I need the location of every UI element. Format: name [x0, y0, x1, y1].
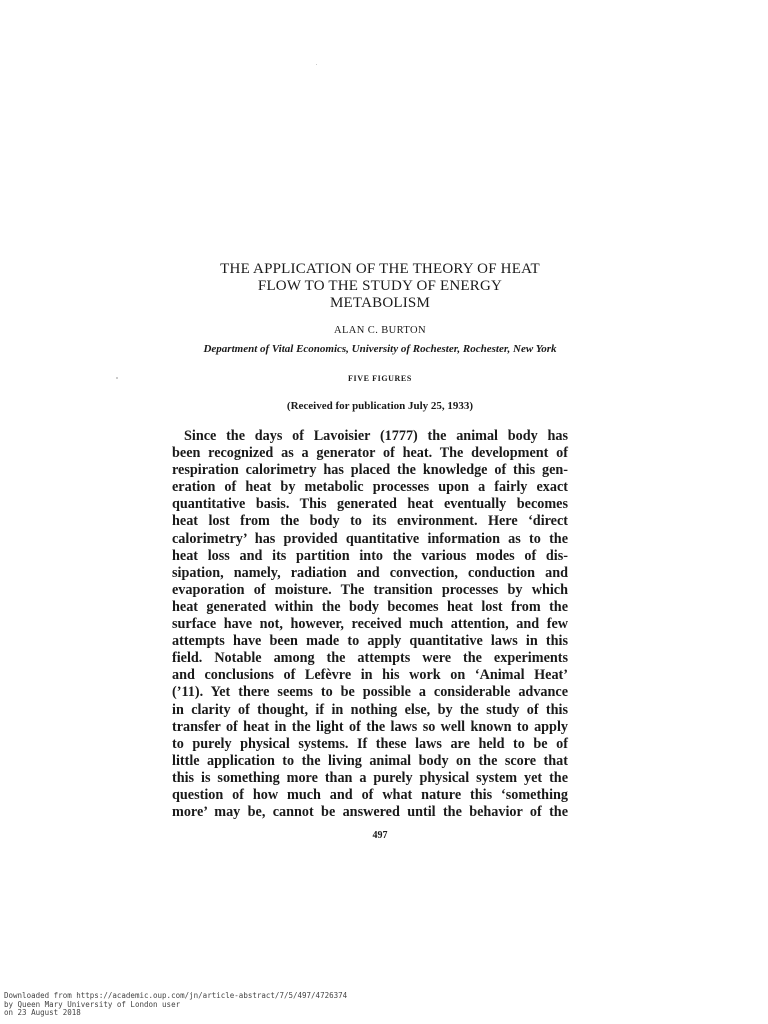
received-date: (Received for publication July 25, 1933) — [286, 400, 474, 412]
scan-speck — [116, 377, 118, 379]
scan-speck — [316, 64, 317, 65]
body-line: field. Notable among the attempts were the experiments — [172, 650, 568, 667]
body-line: been recognized as a generator of heat. The development of — [172, 445, 568, 462]
body-line: heat loss and its partition into the various modes of dis- — [172, 547, 568, 564]
footer-line: by Queen Mary University of London user — [4, 999, 181, 1009]
body-line: in clarity of thought, if in nothing else, by the study of this — [172, 701, 568, 718]
body-line: eration of heat by metabolic processes upon a fairly exact — [172, 479, 568, 496]
figures-note: FIVE FIGURES — [348, 374, 412, 383]
body-line: and conclusions of Lefèvre in his work on ‘Animal Heat’ — [172, 667, 568, 684]
author-affiliation: Department of Vital Economics, University of Rochester, Rochester, New York — [203, 343, 557, 355]
body-line: Since the days of Lavoisier (1777) the animal body has — [184, 428, 568, 444]
body-line: heat lost from the body to its environment. Here ‘direct — [172, 513, 568, 530]
body-line: evaporation of moisture. The transition processes by which — [172, 581, 568, 598]
author-name: ALAN C. BURTON — [334, 325, 426, 336]
body-line: calorimetry’ has provided quantitative information as to the — [172, 530, 568, 547]
body-line: quantitative basis. This generated heat eventually becomes — [172, 496, 568, 513]
article-title — [150, 261, 610, 312]
body-line: sipation, namely, radiation and convection, conduction and — [172, 564, 568, 581]
body-paragraph — [172, 428, 568, 821]
footer-line: Downloaded from https://academic.oup.com/jn/article-abstract/7/5/497/4726374 — [4, 991, 348, 1000]
body-line: attempts have been made to apply quantitative laws in this — [172, 633, 568, 650]
title-line: FLOW TO THE STUDY OF ENERGY — [257, 278, 503, 294]
footer-line: on 23 August 2018 — [4, 1008, 81, 1018]
title-line: METABOLISM — [330, 295, 430, 311]
body-line: transfer of heat in the light of the laws so well known to apply — [172, 718, 568, 735]
body-line: respiration calorimetry has placed the knowledge of this gen- — [172, 462, 568, 479]
body-line: surface have not, however, received much attention, and few — [172, 616, 568, 633]
body-line: little application to the living animal body on the score that — [172, 752, 568, 769]
body-line: to purely physical systems. If these laws are held to be of — [172, 735, 568, 752]
page-number: 497 — [372, 830, 388, 841]
body-line: heat generated within the body becomes heat lost from the — [172, 598, 568, 615]
download-footer — [4, 992, 347, 1018]
body-line: this is something more than a purely physical system yet the — [172, 769, 568, 786]
body-line: (’11). Yet there seems to be possible a considerable advance — [172, 684, 568, 701]
title-line: THE APPLICATION OF THE THEORY OF HEAT — [220, 261, 540, 277]
body-line: more’ may be, cannot be answered until the behavior of the — [172, 804, 568, 821]
body-line: question of how much and of what nature this ‘something — [172, 786, 568, 803]
